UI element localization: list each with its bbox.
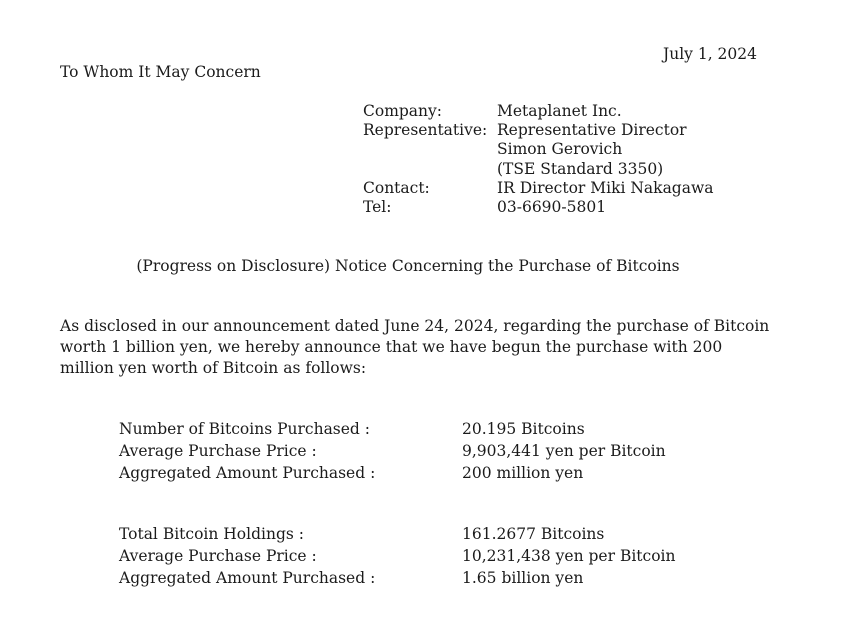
aggregated-amount-value: 1.65 billion yen	[462, 569, 584, 587]
salutation: To Whom It May Concern	[60, 63, 261, 81]
company-info-block	[363, 102, 713, 217]
paragraph-line: As disclosed in our announcement dated June 24, 2024, regarding the purchase of Bitcoin	[60, 317, 770, 335]
representative-value: Representative Director	[497, 121, 687, 140]
list-item	[119, 523, 675, 545]
average-price-value: 10,231,438 yen per Bitcoin	[462, 547, 676, 565]
average-price-value: 9,903,441 yen per Bitcoin	[462, 442, 666, 460]
contact-label: Contact:	[363, 178, 430, 197]
company-row	[363, 121, 713, 140]
paragraph-line: worth 1 billion yen, we hereby announce that we have begun the purchase with 200	[60, 338, 723, 356]
paragraph-line: million yen worth of Bitcoin as follows:	[60, 359, 367, 377]
total-holdings-value: 161.2677 Bitcoins	[462, 525, 605, 543]
company-row	[363, 198, 713, 217]
document-date: July 1, 2024	[663, 45, 757, 63]
list-item	[119, 418, 666, 440]
total-holdings-label: Total Bitcoin Holdings :	[119, 525, 304, 543]
company-row	[363, 179, 713, 198]
bitcoins-purchased-value: 20.195 Bitcoins	[462, 420, 585, 438]
contact-value: IR Director Miki Nakagawa	[497, 178, 714, 197]
list-item	[119, 462, 666, 484]
average-price-label: Average Purchase Price :	[119, 442, 317, 460]
purchase-progress-list	[119, 418, 666, 484]
total-holdings-list	[119, 523, 675, 589]
tel-label: Tel:	[363, 198, 392, 217]
blank-label	[363, 140, 497, 159]
list-item	[119, 567, 675, 589]
announcement-paragraph	[60, 316, 769, 379]
company-row	[363, 160, 713, 179]
aggregated-amount-value: 200 million yen	[462, 464, 584, 482]
representative-label: Representative:	[363, 121, 488, 140]
blank-label	[363, 160, 497, 179]
document-title: (Progress on Disclosure) Notice Concerning the Purchase of Bitcoins	[136, 257, 680, 275]
company-label: Company:	[363, 102, 443, 120]
average-price-label: Average Purchase Price :	[119, 547, 317, 565]
tel-value: 03-6690-5801	[497, 198, 607, 217]
bitcoins-purchased-label: Number of Bitcoins Purchased :	[119, 420, 371, 438]
aggregated-amount-label: Aggregated Amount Purchased :	[119, 569, 376, 587]
company-row	[363, 140, 713, 159]
company-row	[363, 102, 713, 121]
aggregated-amount-label: Aggregated Amount Purchased :	[119, 464, 376, 482]
list-item	[119, 545, 675, 567]
representative-name: Simon Gerovich	[497, 140, 623, 159]
company-value: Metaplanet Inc.	[497, 102, 622, 120]
list-item	[119, 440, 666, 462]
stock-listing: (TSE Standard 3350)	[497, 159, 664, 178]
